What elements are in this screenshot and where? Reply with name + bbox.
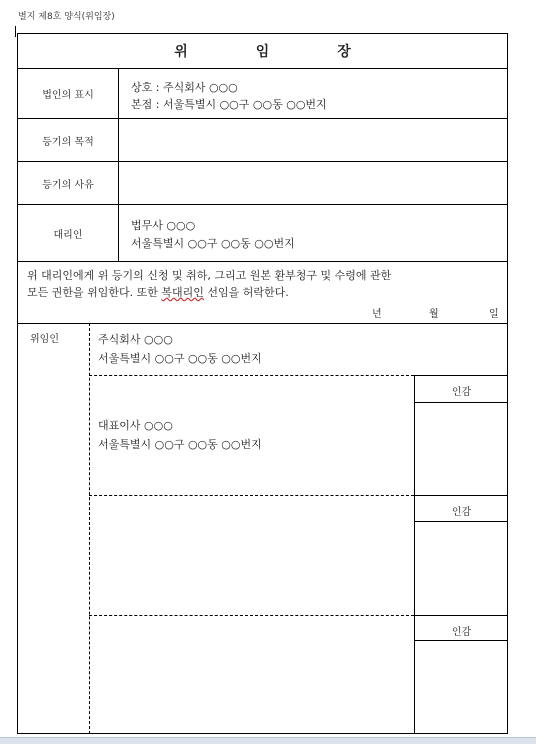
- seal-divider: [414, 375, 507, 376]
- text-cursor: [15, 26, 16, 37]
- statement-line-1: 위 대리인에게 위 등기의 신청 및 취하, 그리고 원본 환부청구 및 수령에 관한: [27, 269, 392, 282]
- corp-label: 법인의 표시: [42, 90, 94, 101]
- seal-divider: [414, 615, 507, 616]
- seal-label-2: 인감: [451, 507, 472, 518]
- statement-text: 선임을 허락한다.: [203, 286, 289, 299]
- date-month: 월: [429, 309, 439, 320]
- reason-label: 등기의 사유: [42, 179, 94, 191]
- sub-agent-word: 복대리인: [161, 286, 204, 299]
- delegator-label: 위임인: [30, 334, 59, 345]
- corp-office: 본점 : 서울특별시 ○○구 ○○동 ○○번지: [131, 98, 327, 111]
- statement-line-2: [27, 284, 501, 301]
- seal-divider: [414, 495, 507, 496]
- purpose-label: 등기의 목적: [42, 136, 94, 148]
- delegator-company-address: 서울특별시 ○○구 ○○동 ○○번지: [98, 352, 262, 365]
- row-divider: [18, 261, 507, 262]
- statement-text: 모든 권한을 위임한다. 또한: [27, 286, 162, 299]
- seal-label-1: 인감: [451, 387, 472, 398]
- delegation-statement: [27, 267, 501, 301]
- column-divider: [118, 68, 119, 261]
- date-year: 년: [372, 309, 382, 320]
- power-of-attorney-form: [17, 33, 508, 734]
- date-day: 일: [489, 309, 499, 320]
- seal-divider: [414, 402, 507, 403]
- seal-divider: [414, 521, 507, 522]
- agent-label: 대리인: [53, 229, 83, 241]
- corp-name: 상호 : 주식회사 ○○○: [131, 81, 238, 94]
- dashed-divider: [89, 495, 414, 496]
- agent-address: 서울특별시 ○○구 ○○동 ○○번지: [131, 237, 295, 250]
- seal-divider: [414, 640, 507, 641]
- representative-address: 서울특별시 ○○구 ○○동 ○○번지: [98, 438, 262, 451]
- representative: 대표이사 ○○○: [98, 419, 173, 432]
- form-title: 위임장: [174, 44, 419, 60]
- seal-label-3: 인감: [451, 627, 472, 638]
- dashed-divider: [89, 375, 414, 376]
- delegator-divider: [89, 323, 90, 734]
- dashed-divider: [89, 615, 414, 616]
- form-top-label: 별지 제8호 양식(위임장): [18, 12, 115, 22]
- delegator-company: 주식회사 ○○○: [98, 333, 173, 346]
- row-divider: [18, 323, 507, 324]
- seal-column-divider: [414, 375, 415, 734]
- agent-name: 법무사 ○○○: [131, 219, 196, 232]
